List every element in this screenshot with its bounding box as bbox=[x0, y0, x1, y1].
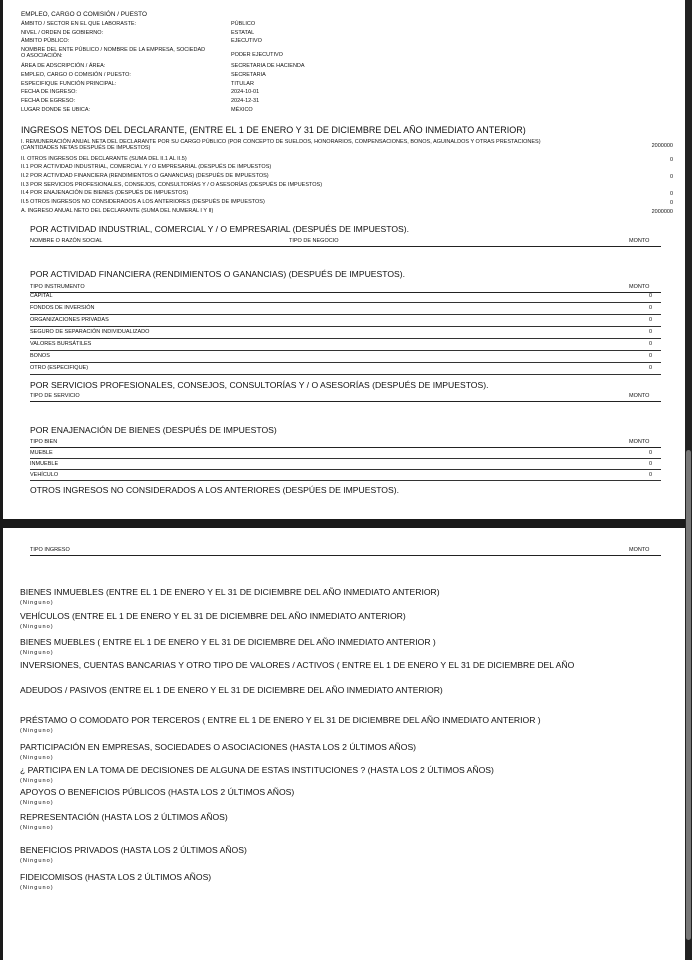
empleo-label: FECHA DE INGRESO: bbox=[21, 89, 77, 95]
section-note: (Ninguno) bbox=[20, 650, 54, 656]
row-divider bbox=[30, 458, 661, 459]
row-divider bbox=[30, 314, 661, 315]
otros-title: OTROS INGRESOS NO CONSIDERADOS A LOS ANTERIORES (DESPÚES DE IMPUESTOS). bbox=[30, 485, 399, 495]
servicios-title: POR SERVICIOS PROFESIONALES, CONSEJOS, CONSULTORÍAS Y / O ASESORÍAS (DESPUÉS DE IMPUESTOS). bbox=[30, 380, 489, 390]
section-title: REPRESENTACIÓN (HASTA LOS 2 ÚLTIMOS AÑOS) bbox=[20, 812, 228, 822]
section-title: BIENES INMUEBLES (ENTRE EL 1 DE ENERO Y EL 31 DE DICIEMBRE DEL AÑO INMEDIATO ANTERIOR) bbox=[20, 587, 440, 597]
empleo-value: PODER EJECUTIVO bbox=[231, 52, 283, 58]
section-note: (Ninguno) bbox=[20, 800, 54, 806]
financiera-col-monto: MONTO bbox=[629, 284, 650, 290]
empleo-value: 2024-10-01 bbox=[231, 89, 260, 95]
financiera-row-label: FONDOS DE INVERSIÓN bbox=[30, 305, 95, 311]
row-divider bbox=[30, 469, 661, 470]
enajenacion-col-monto: MONTO bbox=[629, 439, 650, 445]
row-divider bbox=[30, 350, 661, 351]
financiera-row-value: 0 bbox=[649, 341, 653, 347]
otros-col-monto: MONTO bbox=[629, 547, 650, 553]
document-page-2 bbox=[3, 528, 685, 960]
section-title: INVERSIONES, CUENTAS BANCARIAS Y OTRO TIPO DE VALORES / ACTIVOS ( ENTRE EL 1 DE ENERO Y EL 31 DE DICIEMBRE DEL AÑO bbox=[20, 660, 575, 670]
enajenacion-row-label: MUEBLE bbox=[30, 450, 53, 456]
empleo-label: ÁMBITO / SECTOR EN EL QUE LABORASTE: bbox=[21, 21, 137, 27]
empleo-label: NIVEL / ORDEN DE GOBIERNO: bbox=[21, 30, 104, 36]
ingresos-value: 0 bbox=[669, 174, 673, 180]
section-note: (Ninguno) bbox=[20, 825, 54, 831]
empleo-value: SECRETARIA bbox=[231, 72, 266, 78]
empleo-label: FECHA DE EGRESO: bbox=[21, 98, 76, 104]
ingresos-title: INGRESOS NETOS DEL DECLARANTE, (ENTRE EL 1 DE ENERO Y 31 DE DICIEMBRE DEL AÑO INMEDIATO ANTERIOR) bbox=[21, 125, 526, 135]
ingresos-label: II.4 POR ENAJENACIÓN DE BIENES (DESPUÉS DE IMPUESTOS) bbox=[21, 190, 189, 196]
ingresos-label: II.5 OTROS INGRESOS NO CONSIDERADOS A LOS ANTERIORES (DESPUÉS DE IMPUESTOS) bbox=[21, 199, 265, 205]
row-divider bbox=[30, 338, 661, 339]
empleo-value: SECRETARIA DE HACIENDA bbox=[231, 63, 305, 69]
section-title: APOYOS O BENEFICIOS PÚBLICOS (HASTA LOS 2 ÚLTIMOS AÑOS) bbox=[20, 787, 295, 797]
ingresos-label: II. OTROS INGRESOS DEL DECLARANTE (SUMA DEL II.1 AL II.5) bbox=[21, 156, 187, 162]
empleo-label: LUGAR DONDE SE UBICA: bbox=[21, 107, 91, 113]
section-note: (Ninguno) bbox=[20, 885, 54, 891]
ingresos-label: I. REMUNERACIÓN ANUAL NETA DEL DECLARANTE POR SU CARGO PÚBLICO (POR CONCEPTO DE SUELDOS, HONORARIOS, COMPENSACIONES, BONOS, AGUINALDOS Y OTRAS PRESTACIONES) (CANTIDADES NETAS DESPUÉS DE IMPUESTOS) bbox=[21, 139, 541, 151]
section-title: BIENES MUEBLES ( ENTRE EL 1 DE ENERO Y EL 31 DE DICIEMBRE DEL AÑO INMEDIATO ANTERIOR ) bbox=[20, 637, 436, 647]
empleo-value: MÉXICO bbox=[231, 107, 253, 113]
financiera-row-label: SEGURO DE SEPARACIÓN INDIVIDUALIZADO bbox=[30, 329, 150, 335]
section-note: (Ninguno) bbox=[20, 600, 54, 606]
otros-col-tipo: TIPO INGRESO bbox=[30, 547, 70, 553]
financiera-row-label: CAPITAL bbox=[30, 293, 53, 299]
enajenacion-title: POR ENAJENACIÓN DE BIENES (DESPUÉS DE IMPUESTOS) bbox=[30, 425, 277, 435]
enajenacion-row-value: 0 bbox=[649, 472, 653, 478]
ingresos-value: 2000000 bbox=[651, 209, 673, 215]
ingresos-label: II.2 POR ACTIVIDAD FINANCIERA (RENDIMIENTOS O GANANCIAS) (DESPUÉS DE IMPUESTOS) bbox=[21, 173, 269, 179]
section-note: (Ninguno) bbox=[20, 624, 54, 630]
ingresos-value: 0 bbox=[669, 157, 673, 163]
financiera-col-tipo: TIPO INSTRUMENTO bbox=[30, 284, 85, 290]
divider bbox=[30, 246, 661, 247]
financiera-row-value: 0 bbox=[649, 329, 653, 335]
document-page-1 bbox=[3, 0, 685, 519]
ingresos-value: 0 bbox=[669, 200, 673, 206]
section-note: (Ninguno) bbox=[20, 858, 54, 864]
industrial-col-tipo: TIPO DE NEGOCIO bbox=[289, 238, 339, 244]
section-note: (Ninguno) bbox=[20, 778, 54, 784]
empleo-value: ESTATAL bbox=[231, 30, 255, 36]
empleo-value: TITULAR bbox=[231, 81, 254, 87]
empleo-value: EJECUTIVO bbox=[231, 38, 262, 44]
section-title: ADEUDOS / PASIVOS (ENTRE EL 1 DE ENERO Y EL 31 DE DICIEMBRE DEL AÑO INMEDIATO ANTERIOR) bbox=[20, 685, 443, 695]
section-title: BENEFICIOS PRIVADOS (HASTA LOS 2 ÚLTIMOS AÑOS) bbox=[20, 845, 247, 855]
financiera-row-label: BONOS bbox=[30, 353, 50, 359]
section-title: PRÉSTAMO O COMODATO POR TERCEROS ( ENTRE EL 1 DE ENERO Y EL 31 DE DICIEMBRE DEL AÑO INMEDIATO ANTERIOR ) bbox=[20, 715, 541, 725]
financiera-row-label: ORGANIZACIONES PRIVADAS bbox=[30, 317, 109, 323]
financiera-row-value: 0 bbox=[649, 305, 653, 311]
scrollbar[interactable] bbox=[685, 0, 692, 960]
empleo-label: ESPECIFIQUE FUNCIÓN PRINCIPAL: bbox=[21, 81, 117, 87]
divider bbox=[30, 447, 661, 448]
industrial-col-monto: MONTO bbox=[629, 238, 650, 244]
scroll-thumb[interactable] bbox=[686, 450, 691, 940]
divider bbox=[30, 555, 661, 556]
empleo-label: ÁMBITO PÚBLICO: bbox=[21, 38, 70, 44]
row-divider bbox=[30, 374, 661, 375]
enajenacion-row-value: 0 bbox=[649, 461, 653, 467]
enajenacion-row-value: 0 bbox=[649, 450, 653, 456]
divider bbox=[30, 401, 661, 402]
servicios-col-tipo: TIPO DE SERVICIO bbox=[30, 393, 80, 399]
financiera-row-value: 0 bbox=[649, 293, 653, 299]
enajenacion-col-tipo: TIPO BIEN bbox=[30, 439, 58, 445]
section-title: FIDEICOMISOS (HASTA LOS 2 ÚLTIMOS AÑOS) bbox=[20, 872, 212, 882]
ingresos-value: 2000000 bbox=[651, 143, 673, 149]
industrial-col-nombre: NOMBRE O RAZÓN SOCIAL bbox=[30, 238, 103, 244]
financiera-title: POR ACTIVIDAD FINANCIERA (RENDIMIENTOS O GANANCIAS) (DESPUÉS DE IMPUESTOS). bbox=[30, 269, 405, 279]
section-title: VEHÍCULOS (ENTRE EL 1 DE ENERO Y EL 31 DE DICIEMBRE DEL AÑO INMEDIATO ANTERIOR) bbox=[20, 611, 406, 621]
ingresos-label: A. INGRESO ANUAL NETO DEL DECLARANTE (SUMA DEL NUMERAL I Y II) bbox=[21, 208, 214, 214]
financiera-row-label: OTRO (ESPECIFIQUE) bbox=[30, 365, 89, 371]
empleo-label: EMPLEO, CARGO O COMISIÓN / PUESTO: bbox=[21, 72, 131, 78]
enajenacion-row-label: VEHÍCULO bbox=[30, 472, 59, 478]
section-note: (Ninguno) bbox=[20, 728, 54, 734]
empleo-title: EMPLEO, CARGO O COMISIÓN / PUESTO bbox=[21, 11, 147, 18]
enajenacion-row-label: INMUEBLE bbox=[30, 461, 59, 467]
row-divider bbox=[30, 480, 661, 481]
ingresos-value: 0 bbox=[669, 191, 673, 197]
ingresos-label: II.3 POR SERVICIOS PROFESIONALES, CONSEJOS, CONSULTORÍAS Y / O ASESORÍAS (DESPUÉS DE IMPUESTOS) bbox=[21, 182, 323, 188]
empleo-label: ÁREA DE ADSCRIPCIÓN / ÁREA: bbox=[21, 63, 106, 69]
financiera-row-label: VALORES BURSÁTILES bbox=[30, 341, 92, 347]
section-title: PARTICIPACIÓN EN EMPRESAS, SOCIEDADES O ASOCIACIONES (HASTA LOS 2 ÚLTIMOS AÑOS) bbox=[20, 742, 417, 752]
row-divider bbox=[30, 326, 661, 327]
divider bbox=[30, 292, 661, 293]
section-note: (Ninguno) bbox=[20, 755, 54, 761]
financiera-row-value: 0 bbox=[649, 317, 653, 323]
ingresos-label: II.1 POR ACTIVIDAD INDUSTRIAL, COMERCIAL Y / O EMPRESARIAL (DESPUÉS DE IMPUESTOS) bbox=[21, 164, 272, 170]
row-divider bbox=[30, 302, 661, 303]
financiera-row-value: 0 bbox=[649, 365, 653, 371]
industrial-title: POR ACTIVIDAD INDUSTRIAL, COMERCIAL Y / O EMPRESARIAL (DESPUÉS DE IMPUESTOS). bbox=[30, 224, 410, 234]
empleo-value: 2024-12-31 bbox=[231, 98, 260, 104]
empleo-value: PÚBLICO bbox=[231, 21, 256, 27]
empleo-label: NOMBRE DEL ENTE PÚBLICO / NOMBRE DE LA EMPRESA, SOCIEDAD O ASOCIACIÓN: bbox=[21, 47, 206, 59]
financiera-row-value: 0 bbox=[649, 353, 653, 359]
row-divider bbox=[30, 362, 661, 363]
servicios-col-monto: MONTO bbox=[629, 393, 650, 399]
section-title: ¿ PARTICIPA EN LA TOMA DE DECISIONES DE ALGUNA DE ESTAS INSTITUCIONES ? (HASTA LOS 2 ÚLTIMOS AÑOS) bbox=[20, 765, 494, 775]
